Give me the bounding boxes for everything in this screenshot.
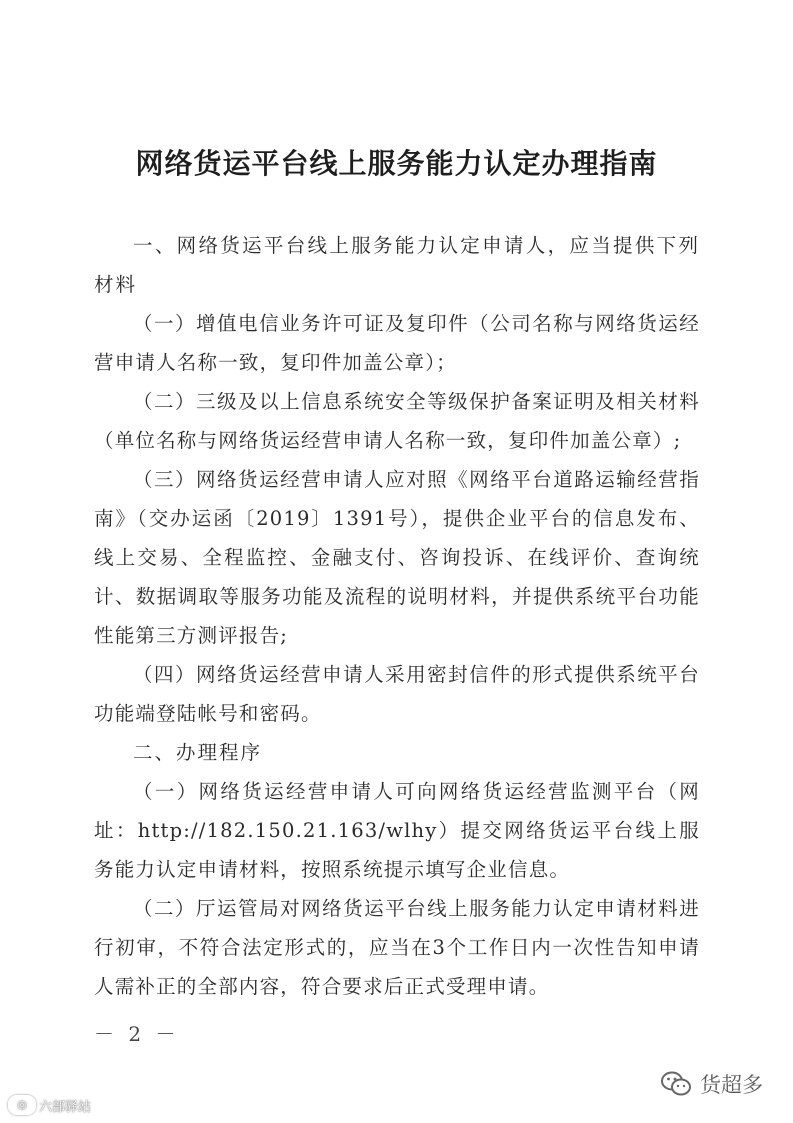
circle-logo-icon: ◎ bbox=[8, 1095, 36, 1115]
section-heading: 二、办理程序 bbox=[133, 741, 263, 764]
section-heading: 一、网络货运平台线上服务能力认定申请人，应当提供下列材料 bbox=[94, 234, 700, 296]
wechat-icon bbox=[660, 1070, 692, 1098]
body-paragraph: （二）厅运管局对网络货运平台线上服务能力认定申请材料进行初审，不符合法定形式的，应当在3个工作日内一次性告知申请人需补正的全部内容，符合要求后正式受理申请。 bbox=[94, 897, 700, 998]
body-paragraph: （一）增值电信业务许可证及复印件（公司名称与网络货运经营申请人名称一致，复印件加盖公章）； bbox=[94, 312, 700, 374]
body-paragraph: （三）网络货运经营申请人应对照《网络平台道路运输经营指南》（交办运函〔2019〕1391号），提供企业平台的信息发布、线上交易、全程监控、金融支付、咨询投诉、在线评价、查询统计、数据调取等服务功能及流程的说明材料，并提供系统平台功能性能第三方测评报告; bbox=[94, 468, 700, 647]
body-paragraph: （二）三级及以上信息系统安全等级保护备案证明及相关材料（单位名称与网络货运经营申请人名称一致，复印件加盖公章）; bbox=[94, 390, 700, 452]
body-paragraph: （四）网络货运经营申请人采用密封信件的形式提供系统平台功能端登陆帐号和密码。 bbox=[94, 663, 700, 725]
page-title: 网络货运平台线上服务能力认定办理指南 bbox=[135, 147, 658, 180]
watermark-left-text: 六部驿站 bbox=[39, 1099, 92, 1115]
body-paragraph: （一）网络货运经营申请人可向网络货运经营监测平台（网址：http://182.150.21.163/wlhy）提交网络货运平台线上服务能力认定申请材料，按照系统提示填写企业信息。 bbox=[94, 780, 700, 881]
watermark-left bbox=[8, 1094, 91, 1116]
watermark-right bbox=[660, 1064, 763, 1104]
watermark-right-text: 货超多 bbox=[700, 1073, 763, 1097]
page-number: － 2 － bbox=[94, 1022, 180, 1046]
document-body bbox=[94, 226, 700, 1006]
